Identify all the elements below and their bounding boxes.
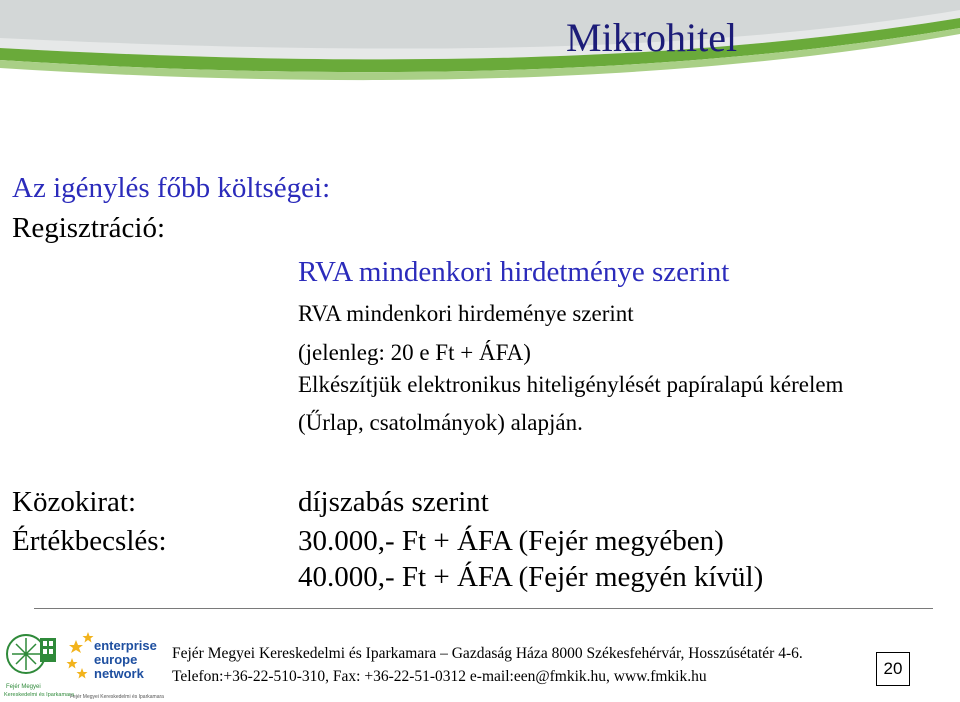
svg-text:Kereskedelmi és Iparkamara: Kereskedelmi és Iparkamara: [4, 692, 75, 698]
registration-label: Regisztráció:: [12, 212, 166, 244]
registration-value: RVA mindenkori hirdetménye szerint: [298, 256, 730, 288]
public-doc-value: díjszabás szerint: [298, 486, 489, 518]
svg-text:Fejér Megyei: Fejér Megyei: [6, 684, 41, 690]
detail-line-2: (jelenleg: 20 e Ft + ÁFA): [298, 340, 531, 365]
footer-address: Fejér Megyei Kereskedelmi és Iparkamara – Gazdaság Háza 8000 Székesfehérvár, Hosszúsétatér 4-6.: [172, 645, 803, 662]
svg-text:Fejér Megyei Kereskedelmi és I: Fejér Megyei Kereskedelmi és Iparkamara: [70, 694, 164, 700]
svg-text:enterprise: enterprise: [94, 638, 157, 653]
enterprise-europe-network-logo: [66, 628, 166, 702]
public-doc-label: Közokirat:: [12, 486, 137, 518]
svg-text:network: network: [94, 666, 144, 681]
slide-title: Mikrohitel: [566, 15, 738, 60]
page-number: 20: [876, 652, 910, 686]
footer-divider: [34, 608, 933, 609]
detail-line-4: (Űrlap, csatolmányok) alapján.: [298, 410, 583, 435]
valuation-value-outside: 40.000,- Ft + ÁFA (Fejér megyén kívül): [298, 561, 764, 593]
detail-line-3: Elkészítjük elektronikus hiteligénylését papíralapú kérelem: [298, 372, 844, 397]
header-banner: [0, 0, 960, 90]
detail-line-1: RVA mindenkori hirdeménye szerint: [298, 301, 634, 326]
footer-contact: Telefon:+36-22-510-310, Fax: +36-22-51-0312 e-mail:een@fmkik.hu, www.fmkik.hu: [172, 668, 707, 685]
valuation-label: Értékbecslés:: [12, 525, 167, 557]
costs-heading: Az igénylés főbb költségei:: [12, 172, 331, 204]
svg-text:europe: europe: [94, 652, 138, 667]
valuation-value-inside: 30.000,- Ft + ÁFA (Fejér megyében): [298, 525, 724, 557]
chamber-logo: [4, 630, 75, 702]
